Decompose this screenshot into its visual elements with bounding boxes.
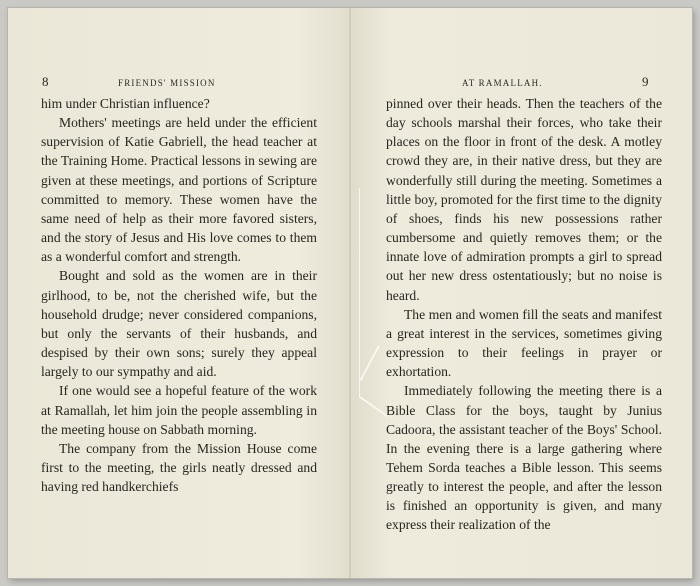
paragraph: Bought and sold as the women are in their girlhood, to be, not the cherished wife, but the household drudge; never considered companions, but only the servants of their husbands, and despised by their own sons; surely they appeal largely to our sympathy and aid. (41, 268, 317, 380)
paragraph: If one would see a hopeful feature of the work at Ramallah, let him join the people assembling in the meeting house on Sabbath morning. (41, 383, 317, 437)
paragraph: pinned over their heads. Then the teachers of the day schools marshal their forces, who take their places on the floor in front of the desk. A motley crowd they are, in their native dress, but they are wonderfully still during the meeting. Sometimes a little boy, promoted for the first time to the dignity of shoes, finds his new possessions rather cumbersome and quietly removes them; or the innate love of admiration prompts a girl to spread out her new dress ostentatiously; but no noise is heard. (386, 96, 662, 303)
running-head-right: AT RAMALLAH. (462, 78, 543, 88)
binding-thread (359, 188, 362, 398)
left-page-text (41, 94, 317, 496)
paragraph: him under Christian influence? (41, 96, 210, 111)
right-page (350, 8, 692, 578)
gutter-fold (349, 8, 351, 578)
right-page-text (386, 94, 662, 535)
book-spread (8, 8, 692, 578)
paragraph: The company from the Mission House come first to the meeting, the girls neatly dressed and having red handkerchiefs (41, 440, 317, 495)
page-number-left: 8 (42, 74, 49, 89)
paragraph: Immediately following the meeting there is a Bible Class for the boys, taught by Junius Cadoora, the assistant teacher of the Boys' School. In the evening there is a large gathering where Tehem Sorda teaches a Bible lesson. This seems greatly to interest the people, and after the lesson is finished an opportunity is given, and many express their realization of the (386, 383, 662, 533)
left-page (8, 8, 350, 578)
page-number-right: 9 (642, 74, 649, 89)
paragraph: The men and women fill the seats and manifest a great interest in the services, sometimes giving expression to their feelings in prayer or exhortation. (386, 306, 662, 380)
paragraph: Mothers' meetings are held under the efficient supervision of Katie Gabriell, the head teacher at the Training Home. Practical lessons in sewing are given at these meetings, and portions of Scripture committed to memory. These women have the same need of help as their more favored sisters, and the story of Jesus and His love comes to them as a wonderful comfort and strength. (41, 115, 317, 265)
running-head-left: FRIENDS' MISSION (118, 78, 216, 88)
